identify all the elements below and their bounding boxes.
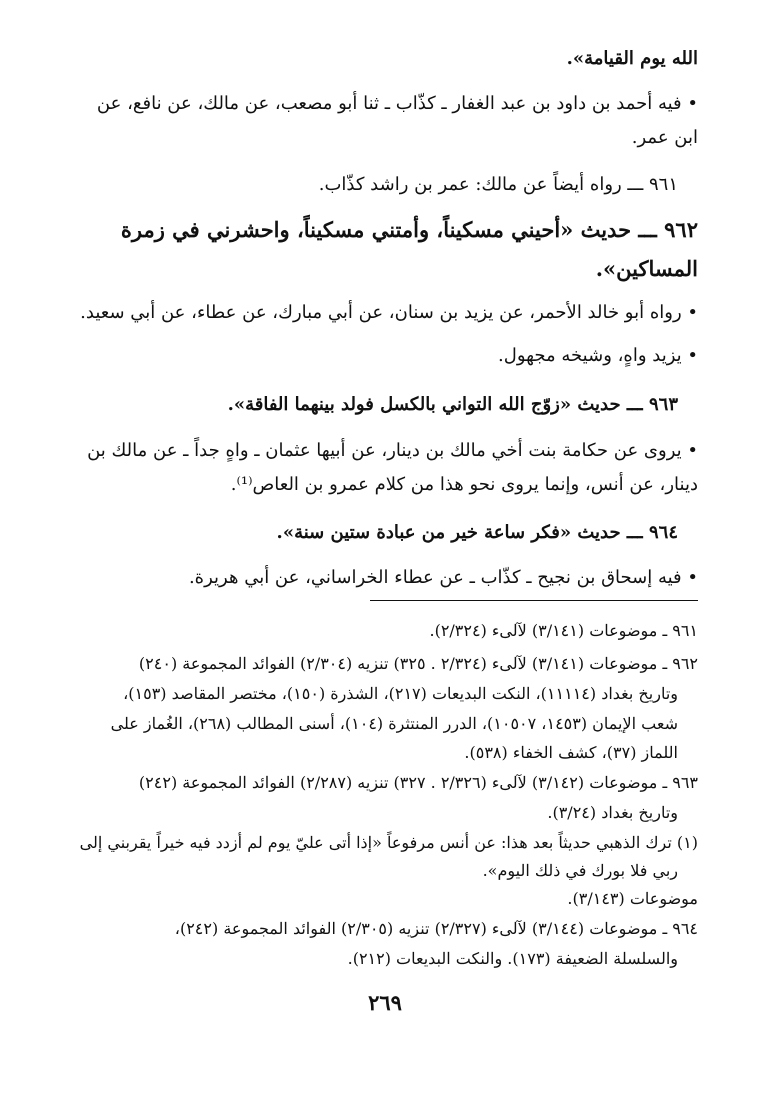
text-line-3: ابن عمر. (631, 127, 698, 148)
footnote-1-cont: ربي فلا بورك في ذلك اليوم». (482, 861, 678, 880)
text-line-7: • رواه أبو خالد الأحمر، عن يزيد بن سنان، عن أبي مبارك، عن عطاء، عن أبي سعيد. (80, 302, 698, 323)
footnote-1-source: موضوعات (٣/١٤٣). (567, 889, 698, 908)
entry-964-heading: ٩٦٤ ـــ حديث «فكر ساعة خير من عبادة ستين سنة». (276, 522, 678, 543)
entry-962-heading: ٩٦٢ ـــ حديث «أحيني مسكيناً، وأمتني مسكيناً، واحشرني في زمرة (120, 217, 698, 242)
footnote-964: ٩٦٤ ـ موضوعات (٣/١٤٤) لآلىء (٢/٣٢٧) تنزيه (٢/٣٠٥) الفوائد المجموعة (٢٤٢)، (174, 919, 698, 938)
footnote-962-cont-3: اللماز (٣٧)، كشف الخفاء (٥٣٨). (464, 743, 678, 762)
footnote-rule (370, 600, 698, 601)
footnote-964-cont: والسلسلة الضعيفة (١٧٣). والنكت البديعات (٢١٢). (347, 949, 678, 968)
text-line-1: الله يوم القيامة». (566, 48, 698, 69)
footnote-961: ٩٦١ ـ موضوعات (٣/١٤١) لآلىء (٢/٣٢٤). (429, 621, 698, 640)
page-number: ٢٦٩ (368, 990, 402, 1015)
footnote-962: ٩٦٢ ـ موضوعات (٣/١٤١) لآلىء (٢/٣٢٤ . ٣٢٥) تنزيه (٢/٣٠٤) الفوائد المجموعة (٢٤٠) (138, 654, 698, 673)
text-line-8: • يزيد واهٍ، وشيخه مجهول. (498, 345, 698, 366)
footnote-962-cont-1: وتاريخ بغداد (١١١١٤)، النكت البديعات (٢١٧)، الشذرة (١٥٠)، مختصر المقاصد (١٥٣)، (123, 684, 678, 703)
text-line-11: دينار، عن أنس، وإنما يروى نحو هذا من كلام عمرو بن العاص⁽¹⁾. (230, 474, 698, 495)
text-line-13: • فيه إسحاق بن نجيح ـ كذّاب ـ عن عطاء الخراساني، عن أبي هريرة. (188, 567, 698, 588)
text-line-2: • فيه أحمد بن داود بن عبد الغفار ـ كذّاب ـ ثنا أبو مصعب، عن مالك، عن نافع، عن (96, 93, 698, 114)
text-line-10: • يروى عن حكامة بنت أخي مالك بن دينار، عن أبيها عثمان ـ واهٍ جداً ـ عن مالك بن (87, 440, 698, 461)
entry-961: ٩٦١ ـــ رواه أيضاً عن مالك: عمر بن راشد كذّاب. (318, 174, 678, 195)
entry-963-heading: ٩٦٣ ـــ حديث «زوّج الله التواني بالكسل فولد بينهما الفاقة». (227, 394, 678, 415)
footnote-1: (١) ترك الذهبي حديثاً بعد هذا: عن أنس مرفوعاً «إذا أتى عليّ يوم لم أزدد فيه خيراً يقربني إلى (79, 833, 698, 852)
footnote-962-cont-2: شعب الإيمان (١٤٥٣، ١٠٥٠٧)، الدرر المنتثرة (١٠٤)، أسنى المطالب (٢٦٨)، الغُماز على (110, 714, 678, 733)
footnote-963: ٩٦٣ ـ موضوعات (٣/١٤٢) لآلىء (٢/٣٢٦ . ٣٢٧) تنزيه (٢/٢٨٧) الفوائد المجموعة (٢٤٢) (138, 773, 698, 792)
footnote-963-cont: وتاريخ بغداد (٣/٢٤). (547, 803, 678, 822)
entry-962-heading-cont: المساكين». (595, 256, 698, 281)
